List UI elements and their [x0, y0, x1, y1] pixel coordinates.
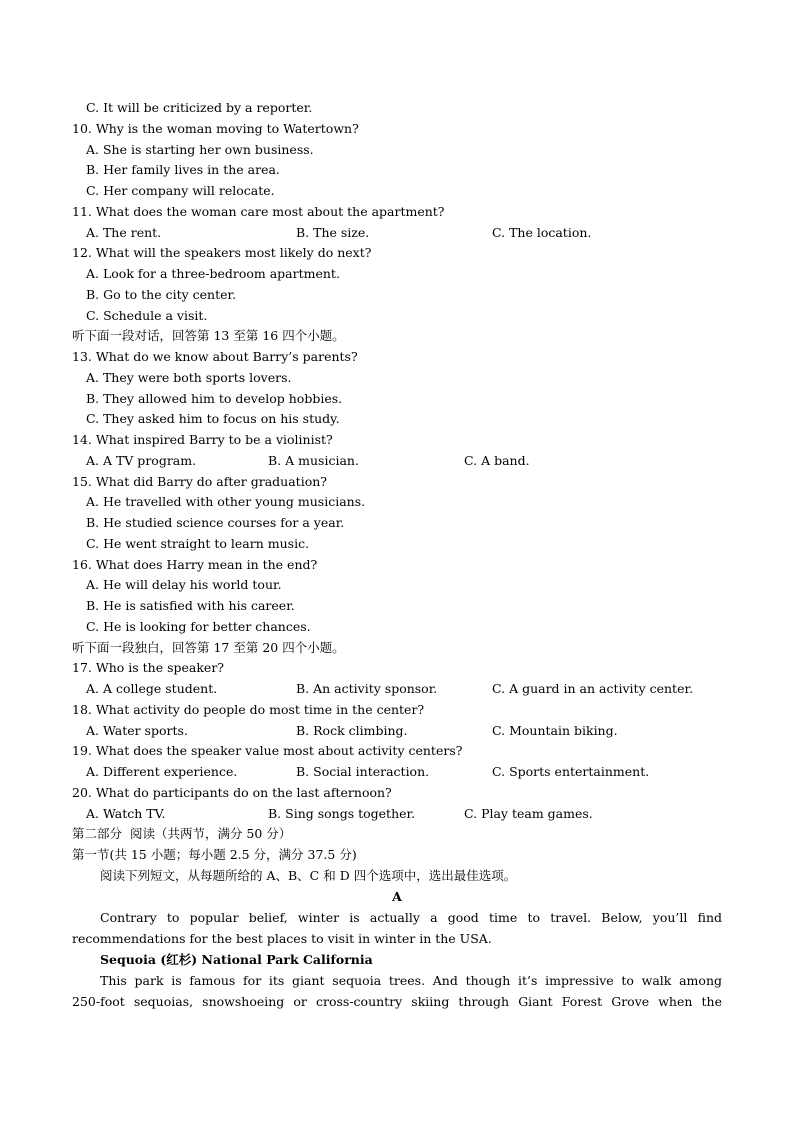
question-line: 13. What do we know about Barry’s parents? [72, 349, 358, 364]
option-b: B. Sing songs together. [268, 806, 416, 821]
question-line: 听下面一段独白，回答第 17 至第 20 四个小题。 [72, 640, 345, 655]
option-a: A. Different experience. [86, 764, 238, 779]
option-b: B. Rock climbing. [296, 723, 408, 738]
option-line: C. Schedule a visit. [86, 308, 208, 323]
paragraph-1-line-1: Contrary to popular belief, winter is actually a good time to travel. Below, you’ll find [100, 910, 722, 925]
option-line: B. He studied science courses for a year. [86, 515, 345, 530]
part2-title: 第二部分 阅读（共两节，满分 50 分） [72, 826, 292, 841]
option-line: A. She is starting her own business. [86, 142, 314, 157]
option-line: C. Her company will relocate. [86, 183, 275, 198]
option-a: A. A TV program. [86, 453, 197, 468]
option-line: C. It will be criticized by a reporter. [86, 100, 313, 115]
option-c: C. Sports entertainment. [492, 764, 650, 779]
option-c: C. The location. [492, 225, 592, 240]
question-line: 11. What does the woman care most about the apartment? [72, 204, 445, 219]
question-line: 15. What did Barry do after graduation? [72, 474, 327, 489]
section1-title: 第一节(共 15 小题；每小题 2.5 分，满分 37.5 分) [72, 847, 357, 862]
question-line: 12. What will the speakers most likely do next? [72, 245, 372, 260]
option-b: B. An activity sponsor. [296, 681, 438, 696]
question-line: 18. What activity do people do most time in the center? [72, 702, 425, 717]
option-line: B. They allowed him to develop hobbies. [86, 391, 343, 406]
question-line: 14. What inspired Barry to be a violinist? [72, 432, 333, 447]
option-line: C. He went straight to learn music. [86, 536, 310, 551]
paragraph-1-line-2: recommendations for the best places to visit in winter in the USA. [72, 931, 492, 946]
park-subheading: Sequoia (红杉) National Park California [100, 952, 373, 967]
option-line: A. He travelled with other young musicians. [86, 494, 366, 509]
option-b: B. A musician. [268, 453, 359, 468]
option-line: B. He is satisfied with his career. [86, 598, 295, 613]
reading-instruction: 阅读下列短文，从每题所给的 A、B、C 和 D 四个选项中，选出最佳选项。 [100, 868, 517, 883]
option-line: A. Look for a three-bedroom apartment. [86, 266, 340, 281]
option-c: C. A band. [464, 453, 530, 468]
option-a: A. A college student. [86, 681, 218, 696]
question-line: 10. Why is the woman moving to Watertown? [72, 121, 359, 136]
option-c: C. Mountain biking. [492, 723, 618, 738]
paragraph-2-line-1: This park is famous for its giant sequoia trees. And though it’s impressive to walk among [100, 973, 722, 988]
option-line: A. He will delay his world tour. [86, 577, 282, 592]
option-a: A. The rent. [86, 225, 162, 240]
question-line: 20. What do participants do on the last afternoon? [72, 785, 392, 800]
question-line: 16. What does Harry mean in the end? [72, 557, 318, 572]
option-line: A. They were both sports lovers. [86, 370, 292, 385]
question-line: 19. What does the speaker value most about activity centers? [72, 743, 463, 758]
option-line: B. Her family lives in the area. [86, 162, 280, 177]
option-a: A. Watch TV. [86, 806, 166, 821]
question-line: 17. Who is the speaker? [72, 660, 224, 675]
option-c: C. Play team games. [464, 806, 593, 821]
question-line: 听下面一段对话，回答第 13 至第 16 四个小题。 [72, 328, 345, 343]
option-line: C. They asked him to focus on his study. [86, 411, 340, 426]
paragraph-2-line-2: 250-foot sequoias, snowshoeing or cross-country skiing through Giant Forest Grove when the [72, 994, 722, 1009]
option-b: B. The size. [296, 225, 370, 240]
option-b: B. Social interaction. [296, 764, 430, 779]
option-c: C. A guard in an activity center. [492, 681, 694, 696]
option-a: A. Water sports. [86, 723, 188, 738]
option-line: C. He is looking for better chances. [86, 619, 311, 634]
option-line: B. Go to the city center. [86, 287, 237, 302]
passage-label: A [392, 889, 402, 904]
